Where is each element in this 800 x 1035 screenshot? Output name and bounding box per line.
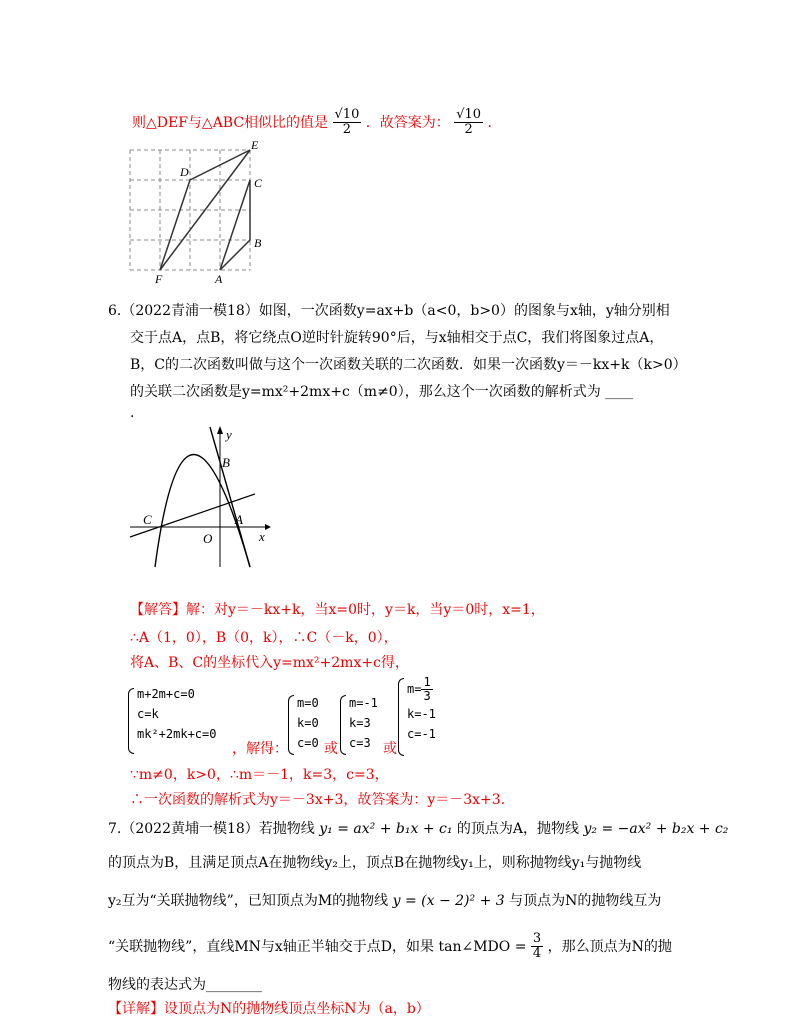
q7-line-2: 的顶点为B，且满足顶点A在抛物线y₂上，顶点B在抛物线y₁上，则称抛物线y₁与抛物线 [108,855,642,871]
q7-text: y₂互为“关联抛物线”，已知顶点为M的抛物线 [108,893,389,909]
label-a: A [215,272,223,283]
ratio-fraction [333,108,362,138]
x-axis-arrow-icon [265,524,271,530]
q5-answer-prefix: 则△DEF与△ABC相似比的值是 [132,114,329,131]
parabola [155,455,250,568]
fraction-denominator: 3 [423,689,431,704]
one-third-fraction [421,676,432,703]
q7-text: 7.（2022黄埔一模18）若抛物线 [108,821,315,837]
q7-text: ，那么顶点为N的抛 [547,938,672,955]
fraction-denominator: 4 [532,946,542,962]
system-brace-4 [398,678,404,756]
system-brace-3 [340,695,346,755]
q7-line-3 [108,890,661,910]
q6-line-2: 交于点A，点B，将它绕点O逆时针旋转90°后，与x轴相交于点C，我们将图象过点A， [130,330,664,346]
q5-answer-line [132,108,502,138]
triangle-abc [220,180,250,270]
fraction-numerator: 1 [423,675,431,689]
equation-row: c=-1 [407,727,436,741]
q5-answer-mid: ．故答案为： [365,114,450,131]
system-brace-1 [128,688,134,754]
q6-solution-line-2: ∴A（1，0），B（0，k），∴C（－k，0）， [130,630,398,646]
grid-figure [125,138,275,283]
label-c: C [143,512,152,527]
equation-parabola: y = (x − 2)² + 3 [392,893,505,909]
y-axis-arrow-icon [217,426,223,434]
tan-fraction [531,932,543,962]
equation-y1: y₁ = ax² + b₁x + c₁ [319,821,453,837]
q5-answer-end: ． [487,114,502,131]
q6-line-3: B，C的二次函数叫做与这个一次函数关联的二次函数．如果一次函数y＝－kx+k（k>0） [130,357,687,373]
m-equals: m= [407,682,422,697]
q7-text: “关联抛物线”，直线MN与x轴正半轴交于点D，如果 [108,938,435,955]
label-a: A [235,512,243,527]
equation-system-1 [137,684,216,744]
q6-line-4: 的关联二次函数是y=mx²+2mx+c（m≠0），那么这个一次函数的解析式为 ____ [130,384,634,400]
equation-row: c=3 [349,736,371,750]
equation-row: c=k [137,707,159,721]
tan-expression: tan∠MDO = [438,938,527,955]
equation-row: k=3 [349,716,371,730]
q6-solution-line-3: 将A、B、C的坐标代入y=mx²+2mx+c得， [130,655,409,671]
fraction-numerator: √10 [334,107,360,122]
label-b: B [222,455,230,470]
equation-row: m=-1 [349,696,378,710]
equation-system-2 [297,693,319,753]
equation-row: mk²+2mk+c=0 [137,727,217,741]
linear-function [210,427,250,567]
answer-fraction [454,108,483,138]
q7-line-1 [108,818,728,838]
solution-text: 解：对y＝－kx+k，当x=0时，y＝k，当y＝0时，x=1， [186,602,545,618]
equation-row: k=-1 [407,707,436,721]
solve-label: ，解得： [232,741,288,757]
q6-solution-line-1 [130,599,545,619]
solution-text: 设顶点为N的抛物线顶点坐标N为（a，b） [164,1001,430,1017]
or-label-2: 或 [383,741,397,757]
q7-line-4 [108,932,672,962]
equation-row: m+2m+c=0 [137,687,195,701]
q7-line-5: 物线的表达式为________ [108,977,262,993]
q6-line-1: 6.（2022青浦一模18）如图，一次函数y=ax+b（a<0，b>0）的图象与x轴，y轴分别相 [108,303,670,319]
q7-text: 与顶点为N的抛物线互为 [509,893,662,909]
answer-tag: 【解答】 [130,602,186,618]
label-b: B [254,236,262,250]
function-graph [125,422,275,572]
equation-system-4 [407,676,436,744]
or-label-1: 或 [324,741,338,757]
label-y: y [226,427,232,442]
fraction-denominator: 2 [464,122,473,138]
label-f: F [155,272,163,283]
label-x: x [259,529,265,544]
system-brace-2 [288,695,294,755]
label-d: D [180,165,189,179]
q6-solution-condition: ∵m≠0，k>0，∴m＝－1，k=3，c=3， [130,767,389,783]
q6-solution-final: ∴一次函数的解析式为y＝－3x+3，故答案为：y＝－3x+3． [130,792,515,808]
equation-y2: y₂ = −ax² + b₂x + c₂ [583,821,729,837]
q7-text: 的顶点为A，抛物线 [456,821,580,837]
equation-row: m=0 [297,696,319,710]
equation-row: k=0 [297,716,319,730]
equation-row: c=0 [297,736,319,750]
q7-solution-line [108,998,430,1018]
fraction-numerator: 3 [532,931,542,946]
label-o: O [203,531,213,546]
q6-line-5: . [130,405,135,421]
dashed-grid [130,150,250,270]
label-e: E [251,138,259,152]
fraction-numerator: √10 [456,107,482,122]
fraction-denominator: 2 [342,122,352,138]
equation-system-3 [349,693,378,753]
equation-row [407,676,436,704]
answer-tag: 【详解】 [108,1001,164,1017]
label-c: C [254,176,263,190]
